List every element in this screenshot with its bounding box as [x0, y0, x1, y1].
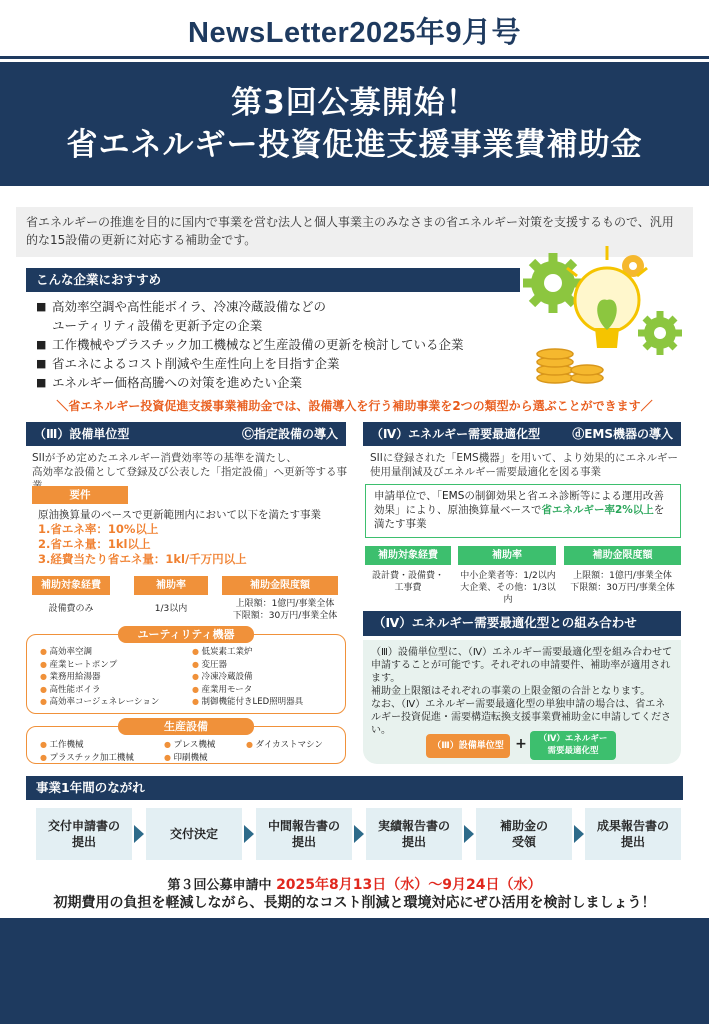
flow-step-line: 提出 [291, 835, 316, 849]
utility-item: ● 業務用給湯器 [40, 671, 190, 684]
production-item: ● ダイカストマシン [246, 739, 342, 752]
intro-text: 省エネルギーの推進を目的に国内で事業を営む法人と個人事業主のみなさまの省エネルギー対策を支援するもので、汎用的な15設備の更新に対応する補助金です。 [16, 207, 693, 257]
type3-heading [26, 422, 346, 446]
recommend-item: ■ 工作機械やプラスチック加工機械など生産設備の更新を検討している企業 [36, 335, 516, 354]
production-item: ● プレス機械 [164, 739, 244, 752]
type3-title: （Ⅲ）設備単位型 [34, 427, 130, 441]
flow-step-line: 提出 [71, 835, 96, 849]
flow-step [366, 808, 462, 860]
requirements-intro: 原油換算量のベースで更新範囲内において以下を満たす事業 [38, 509, 321, 521]
gear-icon [638, 311, 682, 355]
flow-arrow-icon [134, 825, 144, 843]
recommend-list [36, 297, 516, 392]
utility-item: ● 高効率空調 [40, 646, 190, 659]
hero-title-line2: 省エネルギー投資促進支援事業費補助金 [66, 127, 643, 163]
requirement-item: 2.省エネ量：1kl以上 [38, 537, 151, 551]
flow-step-line: 受領 [511, 835, 536, 849]
type4-limit-tag: 補助金限度額 [564, 546, 681, 565]
type4-limit-upper: 上限額：1億円/事業全体 [573, 571, 672, 581]
flow-step-line: 中間報告書の [267, 819, 340, 833]
flow-step-line: 実績報告書の [377, 819, 450, 833]
type4-cost-line: 工事費 [394, 583, 422, 593]
type4-cost-value [365, 570, 451, 594]
production-item: ● 工作機械 [40, 739, 150, 752]
ems-requirement-box [365, 484, 681, 538]
production-item: ● 印刷機械 [164, 752, 244, 765]
flow-step-line: 交付申請書の [47, 819, 120, 833]
type4-heading [363, 422, 681, 446]
flow-step-line: 提出 [620, 835, 645, 849]
combination-text: （Ⅲ）設備単位型に、（Ⅳ）エネルギー需要最適化型を組み合わせて申請することが可能です。それぞれの申請要件、補助率が適用されます。 [371, 647, 673, 684]
type4-limit-lower: 下限額：30万円/事業全体 [570, 583, 675, 593]
lightbulb-gears-illustration [515, 238, 685, 388]
flow-step [36, 808, 132, 860]
recommend-item: ■ 省エネによるコスト削減や生産性向上を目指す企業 [36, 354, 516, 373]
type4-rate-tag: 補助率 [458, 546, 556, 565]
combo-chip-type4 [530, 731, 616, 760]
utility-item: ● 高性能ボイラ [40, 684, 190, 697]
type3-limit-upper: 上限額：1億円/事業全体 [235, 599, 335, 609]
utility-item: ● 制御機能付きLED照明器具 [192, 696, 344, 709]
flow-arrow-icon [244, 825, 254, 843]
utility-item: ● 冷凍冷蔵設備 [192, 671, 344, 684]
ems-line: 満たす事業 [374, 518, 427, 530]
utility-equipment-title: ユーティリティ機器 [118, 626, 254, 643]
flow-step-line: 交付決定 [169, 827, 218, 841]
flow-step [256, 808, 352, 860]
utility-item: ● 高効率コージェネレーション [40, 696, 190, 709]
combination-text: なお、（Ⅳ）エネルギー需要最適化型の単独申請の場合は、省エネルギー投資促進・需要構造転換支援事業費補助金に申請してください。 [371, 699, 671, 736]
production-list-col2 [164, 739, 244, 764]
type4-subtitle: ⓓEMS機器の導入 [572, 427, 673, 441]
utility-list-right [192, 646, 344, 709]
flow-arrow-icon [574, 825, 584, 843]
type-selection-banner: ＼省エネルギー投資促進支援事業補助金では、設備導入を行う補助事業を2つの類型から選ぶことができます／ [56, 399, 653, 413]
combination-text: 補助金上限額はそれぞれの事業の上限金額の合計となります。 [371, 686, 651, 697]
period-label: 第３回公募申請中 [167, 878, 272, 893]
flow-step [585, 808, 681, 860]
flow-step-line: 成果報告書の [596, 819, 669, 833]
type4-rate-line: 中小企業者等：1/2以内 [460, 571, 556, 581]
type4-cost-line: 設計費・設備費・ [371, 571, 444, 581]
requirements-body [38, 508, 348, 567]
combination-heading: （Ⅳ）エネルギー需要最適化型との組み合わせ [363, 611, 681, 636]
production-list-col1 [40, 739, 150, 764]
flow-step [476, 808, 572, 860]
type3-subtitle: Ⓒ指定設備の導入 [241, 427, 338, 441]
ems-highlight: 省エネルギー率2%以上 [541, 504, 654, 516]
type3-cost-tag: 補助対象経費 [32, 576, 110, 595]
type4-title: （Ⅳ）エネルギー需要最適化型 [371, 427, 541, 441]
type3-desc-line: 高効率な設備として登録及び公表した「指定設備」へ更新等する事 [32, 466, 347, 478]
period-dates: 2025年8月13日（水）～9月24日（水） [276, 877, 542, 893]
utility-item: ● 低炭素工業炉 [192, 646, 344, 659]
combo-plus-sign: + [515, 736, 527, 752]
utility-item: ● 産業ヒートポンプ [40, 659, 190, 672]
requirement-item: 3.経費当たり省エネ量：1kl/千万円以上 [38, 552, 247, 566]
application-period [0, 874, 709, 894]
type4-rate-value [456, 570, 560, 606]
utility-list-left [40, 646, 190, 709]
requirements-tag: 要件 [32, 486, 128, 504]
ems-line: 申請単位で、「EMSの制御効果と省エネ診断等による運用改善 [374, 490, 664, 502]
recommend-heading: こんな企業におすすめ [26, 268, 520, 292]
production-item: ● プラスチック加工機械 [40, 752, 150, 765]
type3-rate-tag: 補助率 [134, 576, 208, 595]
combo-chip-type3: （Ⅲ）設備単位型 [426, 734, 510, 758]
type3-limit-tag: 補助金限度額 [222, 576, 338, 595]
utility-item: ● 変圧器 [192, 659, 344, 672]
flow-arrow-icon [464, 825, 474, 843]
utility-item: ● 産業用モータ [192, 684, 344, 697]
closing-message: 初期費用の負担を軽減しながら、長期的なコスト削減と環境対応にぜひ活用を検討しましょう！ [53, 895, 656, 911]
combo-chip-line: （Ⅳ）エネルギー [538, 734, 608, 744]
type3-limit-value [222, 598, 348, 622]
flow-arrow-icon [354, 825, 364, 843]
recommend-item: ■ 高効率空調や高性能ボイラ、冷凍冷蔵設備などの [36, 297, 516, 316]
production-list-col3 [246, 739, 342, 752]
type4-rate-line: 大企業、その他：1/3以内 [460, 583, 556, 605]
hero-banner [0, 62, 709, 186]
newsletter-masthead: NewsLetter2025年9月号 [188, 17, 521, 49]
coin-stack-icon [537, 349, 603, 383]
type4-desc-line: SIIに登録された「EMS機器」を用いて、より効果的にエネルギー [370, 452, 679, 464]
flow-step [146, 808, 242, 860]
ems-text: を [653, 504, 665, 516]
ems-line-2 [374, 503, 672, 517]
combo-chip-line: 需要最適化型 [547, 746, 599, 756]
requirement-item: 1.省エネ率：10%以上 [38, 522, 159, 536]
flow-step-line: 提出 [401, 835, 426, 849]
type3-cost-value: 設備費のみ [48, 604, 94, 614]
ems-text: 効果」により、原油換算量ベースで [374, 504, 542, 516]
recommend-item-cont: ユーティリティ設備を更新予定の企業 [52, 318, 263, 333]
type3-rate-value: 1/3以内 [154, 604, 188, 614]
type3-desc-line: SIIが予め定めたエネルギー消費効率等の基準を満たし、 [32, 452, 297, 464]
type4-desc-line: 使用量削減及びエネルギー需要最適化を図る事業 [370, 466, 601, 478]
type4-cost-tag: 補助対象経費 [365, 546, 451, 565]
type3-limit-lower: 下限額：30万円/事業全体 [232, 611, 338, 621]
flow-heading: 事業1年間のながれ [26, 776, 683, 800]
flow-step-line: 補助金の [499, 819, 548, 833]
type4-limit-value [562, 570, 683, 594]
production-equipment-title: 生産設備 [118, 718, 254, 735]
type4-description [370, 451, 682, 479]
hero-title-line1: 第3回公募開始！ [231, 85, 478, 121]
masthead-rule [0, 56, 709, 59]
footer-band [0, 918, 709, 1024]
recommend-item: ■ エネルギー価格高騰への対策を進めたい企業 [36, 373, 516, 392]
